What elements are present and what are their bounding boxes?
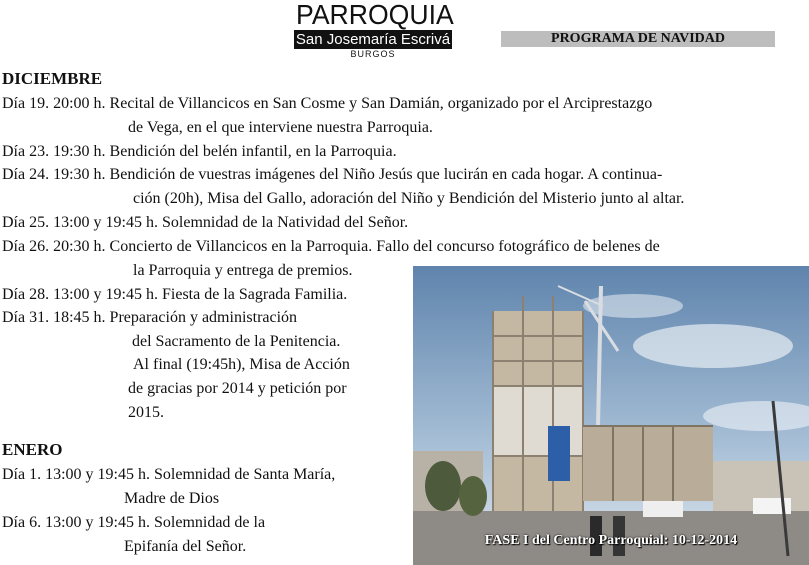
program-title-banner: PROGRAMA DE NAVIDAD <box>501 31 775 47</box>
event-line: ción (20h), Misa del Gallo, adoración del Niño y Bendición del Misterio junto al altar. <box>133 190 685 207</box>
event-line: Día 26. 20:30 h. Concierto de Villancicos en la Parroquia. Fallo del concurso fotográfico de belenes de <box>2 238 660 255</box>
event-line: Día 24. 19:30 h. Bendición de vuestras imágenes del Niño Jesús que lucirán en cada hogar. A continua- <box>2 166 663 183</box>
event-line: Día 28. 13:00 y 19:45 h. Fiesta de la Sagrada Familia. <box>2 286 348 303</box>
event-line: Día 31. 18:45 h. Preparación y administración <box>2 309 298 326</box>
event-line: Día 6. 13:00 y 19:45 h. Solemnidad de la <box>2 514 266 531</box>
construction-photo <box>413 266 809 565</box>
section-heading-diciembre: DICIEMBRE <box>2 69 103 88</box>
event-line: Al final (19:45h), Misa de Acción <box>133 356 350 373</box>
section-heading-enero: ENERO <box>2 440 63 459</box>
event-line: Día 25. 13:00 y 19:45 h. Solemnidad de la Natividad del Señor. <box>2 214 409 231</box>
photo-caption: FASE I del Centro Parroquial: 10-12-2014 <box>484 533 738 548</box>
event-line: Día 19. 20:00 h. Recital de Villancicos en San Cosme y San Damián, organizado por el Arciprestazgo <box>2 95 653 112</box>
event-line: del Sacramento de la Penitencia. <box>132 333 341 350</box>
logo-subtitle: San Josemaría Escrivá <box>295 31 451 48</box>
logo-city: BURGOS <box>350 49 396 59</box>
event-line: de Vega, en el que interviene nuestra Parroquia. <box>128 119 433 136</box>
event-line: Epifanía del Señor. <box>124 538 247 555</box>
event-line: 2015. <box>128 404 164 421</box>
parish-logo <box>292 0 454 60</box>
event-line: de gracias por 2014 y petición por <box>128 380 347 397</box>
event-line: Día 23. 19:30 h. Bendición del belén infantil, en la Parroquia. <box>2 143 397 160</box>
event-line: la Parroquia y entrega de premios. <box>133 262 353 279</box>
logo-title: PARROQUIA <box>296 0 454 30</box>
event-line: Día 1. 13:00 y 19:45 h. Solemnidad de Santa María, <box>2 466 336 483</box>
construction-scene-illustration <box>413 266 809 565</box>
event-line: Madre de Dios <box>124 490 220 507</box>
